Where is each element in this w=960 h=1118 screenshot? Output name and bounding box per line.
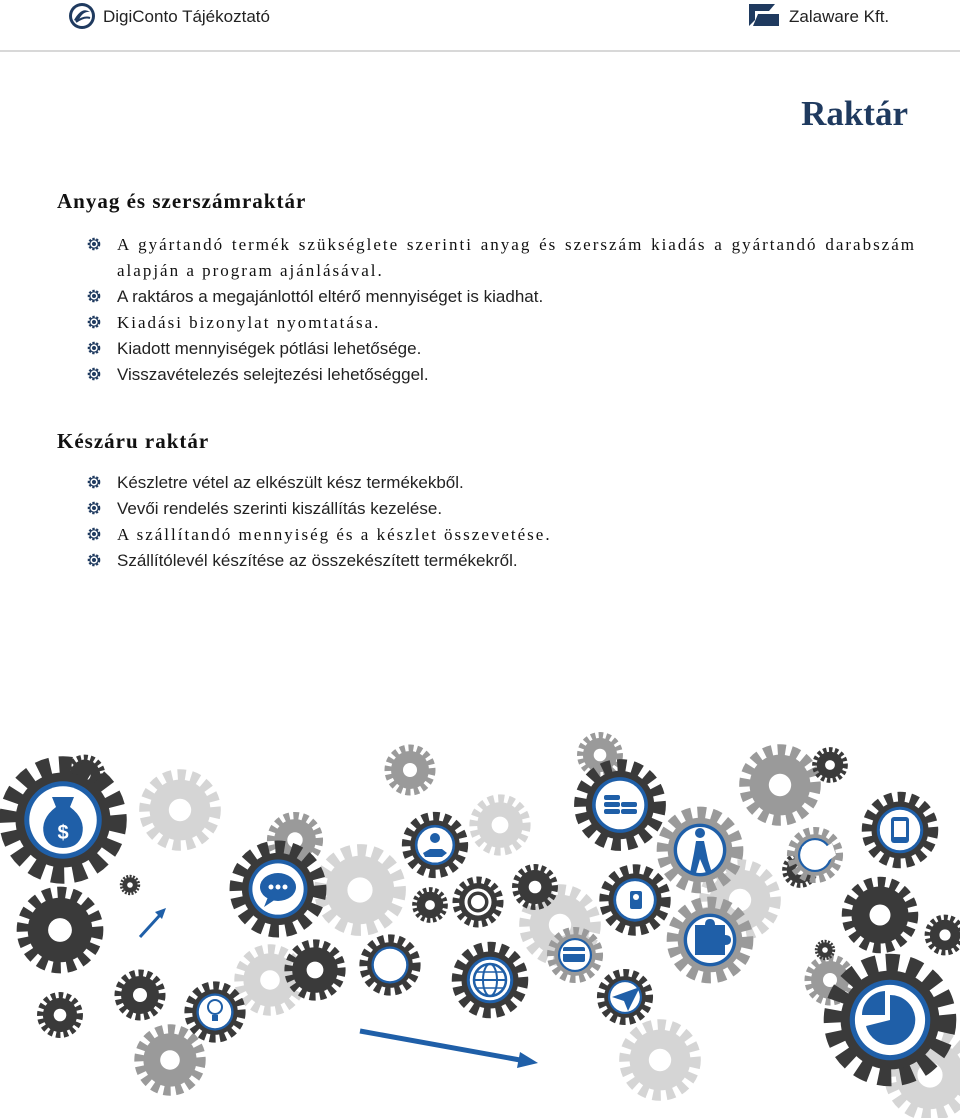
list-item-text: Készletre vétel az elkészült kész termékekből. — [117, 473, 464, 492]
list-item-text: Kiadási bizonylat nyomtatása. — [117, 313, 381, 332]
tablet-icon — [891, 817, 909, 843]
list-item — [86, 284, 916, 310]
list-item-text: Vevői rendelés szerinti kiszállítás kezelése. — [117, 499, 443, 518]
section-title-anyag: Anyag és szerszámraktár — [57, 189, 307, 213]
page-header — [0, 0, 960, 52]
zalaware-logo-icon — [749, 4, 779, 26]
globe-logo-icon — [68, 2, 96, 30]
gear-bullet-icon — [86, 236, 102, 252]
gear-bullet-icon — [86, 526, 102, 542]
list-item-text: Kiadott mennyiségek pótlási lehetősége. — [117, 339, 422, 358]
gear-bullet-icon — [86, 366, 102, 382]
list-item-text: A szállítandó mennyiség és a készlet összevetése. — [117, 525, 552, 544]
keszaru-list — [86, 470, 916, 574]
list-item — [86, 496, 916, 522]
gear-bullet-icon — [86, 552, 102, 568]
anyag-list — [86, 232, 916, 388]
list-item — [86, 522, 916, 548]
list-item — [86, 548, 916, 574]
list-item-text: Visszavételezés selejtezési lehetőséggel. — [117, 365, 429, 384]
list-item — [86, 336, 916, 362]
list-item-text: A raktáros a megajánlottól eltérő mennyiséget is kiadhat. — [117, 287, 544, 306]
gear-bullet-icon — [86, 314, 102, 330]
list-item-text: A gyártandó termék szükséglete szerinti anyag és szerszám kiadás a gyártandó darabszám alapján a program ajánlásával. — [117, 235, 916, 280]
gear-bullet-icon — [86, 288, 102, 304]
credit-card-icon — [563, 947, 585, 962]
list-item — [86, 362, 916, 388]
gears-illustration — [0, 715, 960, 1118]
header-company: Zalaware Kft. — [789, 7, 890, 26]
list-item — [86, 310, 916, 336]
list-item — [86, 232, 916, 284]
header-title: DigiConto Tájékoztató — [103, 7, 270, 26]
gear-bullet-icon — [86, 500, 102, 516]
list-item — [86, 470, 916, 496]
page-title: Raktár — [801, 94, 908, 133]
gear-bullet-icon — [86, 340, 102, 356]
list-item-text: Szállítólevél készítése az összekészített termékekről. — [117, 551, 518, 570]
gear-bullet-icon — [86, 474, 102, 490]
section-title-keszaru: Készáru raktár — [57, 429, 210, 453]
svg-text:$: $ — [57, 822, 69, 844]
person-badge-icon — [630, 891, 642, 909]
